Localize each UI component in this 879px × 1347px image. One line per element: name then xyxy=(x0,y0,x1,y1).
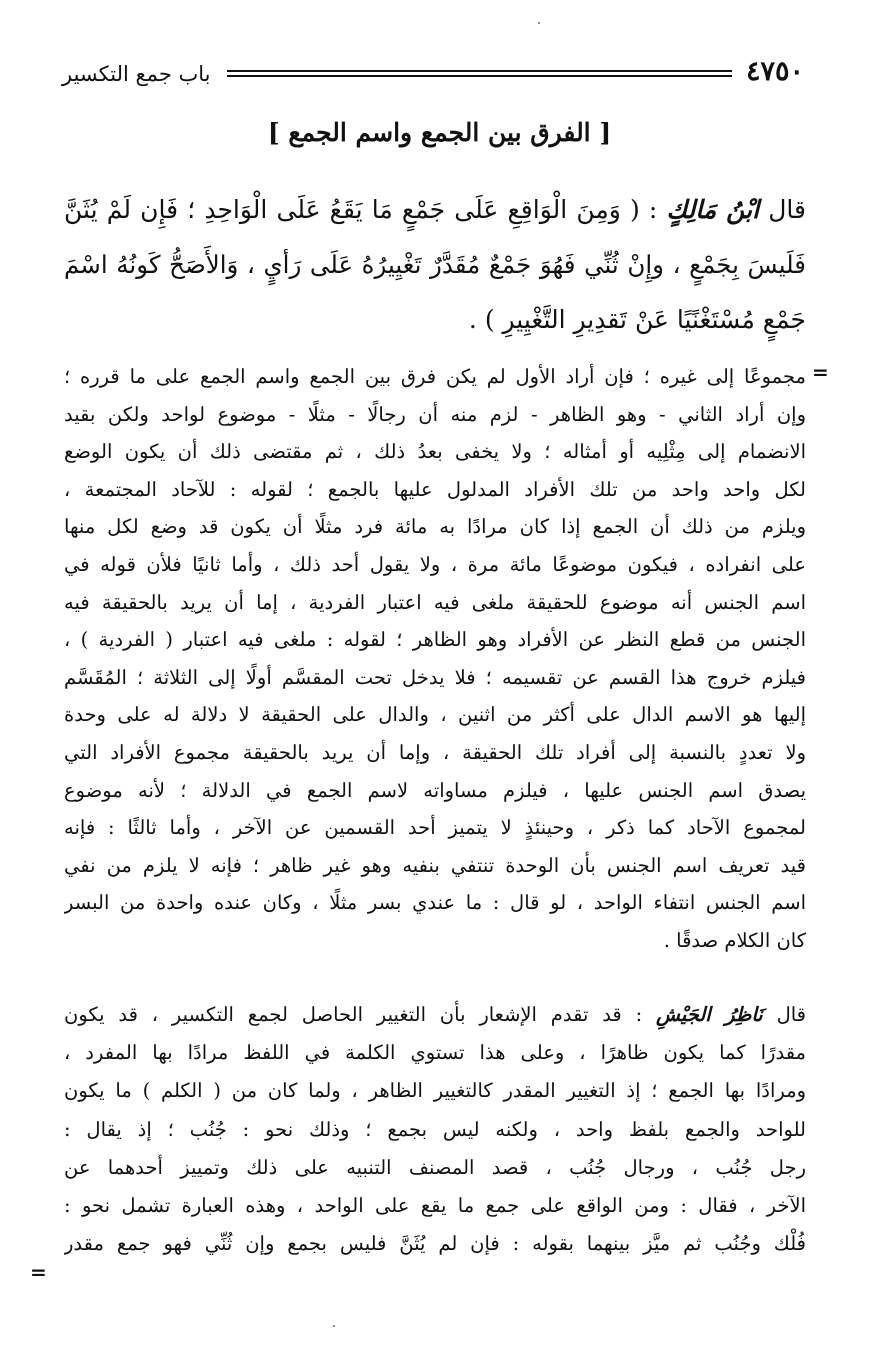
speaker-ibn-malik: ابْنُ مَالِكٍ xyxy=(666,195,760,224)
said-word: قال xyxy=(776,1003,806,1026)
commentary-block xyxy=(64,358,806,960)
commentary-line: إليها هو الاسم الدال على أكثر من اثنين ، والدال على الحقيقة لا دلالة له على وحدة xyxy=(64,703,806,727)
paragraph-text: : قد تقدم الإشعار بأن التغيير الحاصل لجمع التكسير ، قد يكون xyxy=(64,1003,643,1026)
paragraph-line: فُلْك وجُنُب ثم ميَّز بينهما بقوله : فإن لم يُثَنَّ فليس بجمع وإن ثُنِّي فهو جمع مقدر xyxy=(64,1232,806,1256)
running-header xyxy=(62,56,804,96)
commentary-line: اسم الجنس انتفاء الواحد ، لو قال : ما عندي بسر مثلًا ، وكان عنده واحدة من البسر xyxy=(64,891,806,915)
section-heading: [ الفرق بين الجمع واسم الجمع ] xyxy=(267,118,612,147)
continuation-mark-end: = xyxy=(30,1260,47,1284)
commentary-line: لمجموع الآحاد كما ذكر ، وحينئذٍ لا يتميز أحد القسمين عن الآخر ، وأما ثالثًا : فإنه xyxy=(64,816,806,840)
header-rule xyxy=(227,70,732,77)
commentary-line: مجموعًا إلى غيره ؛ فإن أراد الأول لم يكن فرق بين الجمع واسم الجمع على ما قرره ؛ xyxy=(64,365,806,388)
matn-line: جَمْعٍ مُسْتَغْنًيًا عَنْ تَقدِيرِ التَّغْيِيرِ ) . xyxy=(468,305,806,334)
paragraph-line: للواحد والجمع بلفظ واحد ، ولكنه ليس بجمع ؛ وذلك نحو : جُنُب ؛ إذ يقال : xyxy=(64,1117,806,1141)
chapter-title: باب جمع التكسير xyxy=(62,62,211,86)
matn-block xyxy=(64,182,806,347)
nazir-al-jaysh-paragraph xyxy=(64,996,806,1263)
commentary-line: كان الكلام صدقًا . xyxy=(663,928,806,952)
commentary-line: قيد تعريف اسم الجنس بأن الوحدة تنتفي بنفيه وهو غير ظاهر ؛ فإنه لا يلزم من نفي xyxy=(64,853,806,877)
paragraph-line: مقدرًا كما يكون ظاهرًا ، وعلى هذا تستوي الكلمة في اللفظ مرادًا بها المفرد ، xyxy=(64,1041,806,1065)
page-number: ٤٧٥٠ xyxy=(745,56,804,87)
paragraph-line: رجل جُنُب ، ورجال جُنُب ، قصد المصنف التنبيه على ذلك وتمييز أحدهما عن xyxy=(64,1155,806,1179)
said-word: قال xyxy=(768,195,806,224)
commentary-line: يصدق اسم الجنس عليها ، فيلزم مساواته لاسم الجمع في الدلالة ؛ لأنه موضوع xyxy=(64,778,806,802)
matn-line: فَلَيسَ بِجَمْعٍ ، وإِنْ ثُنِّي فَهُوَ جَمْعٌ مُقَدَّرٌ تَغْيِيرُهُ عَلَى رَأيٍ ، وَالأَصَحُّ كَونُهُ اسْمَ xyxy=(64,250,806,279)
commentary-line: فيلزم خروج هذا القسم عن تقسيمه ؛ فلا يدخل تحت المقسَّم أولًا إلى الثلاثة ؛ المُقَسَّم xyxy=(64,665,806,689)
commentary-line: على انفراده ، فيكون موضوعًا مائة مرة ، ولا يقول أحد ذلك ، وأما ثانيًا فلأن قوله في xyxy=(64,552,806,576)
paragraph-line xyxy=(64,996,806,1034)
commentary-line: اسم الجنس أنه موضوع للحقيقة ملغى فيه اعتبار الفردية ، إما أن يريد بالحقيقة فيه xyxy=(64,590,806,614)
commentary-line: الانضمام إلى مِثْلِيه أو أمثاله ؛ ولا يخفى بعدُ ذلك ، ثم مقتضى ذلك أن يكون الوضع xyxy=(64,440,806,464)
matn-text: ( وَمِنَ الْوَاقِعِ عَلَى جَمْعٍ مَا يَقَعُ عَلَى الْوَاحِدِ ؛ فَإِن لَمْ يُثَنَّ xyxy=(64,195,640,224)
commentary-line: ويلزم من ذلك أن الجمع إذا كان مرادًا به مائة فرد مثلًا أن يكون قد وضع لكل منها xyxy=(64,515,806,539)
paragraph-line: ومرادًا بها الجمع ؛ إذ التغيير المقدر كالتغيير الظاهر ، ولما كان من ( الكلم ) ما يكون xyxy=(64,1079,806,1103)
scan-speck xyxy=(333,1325,335,1327)
commentary-line: وإن أراد الثاني - وهو الظاهر - لزم منه أن رجالًا - مثلًا - موضوع لواحد ولكن بقيد xyxy=(64,402,806,426)
scan-speck xyxy=(538,22,540,24)
commentary-line: ولا تعددٍ بالنسبة إلى أفراد تلك الحقيقة ، وإما أن يريد بالحقيقة مجموع الأفراد التي xyxy=(64,740,806,764)
speaker-nazir-al-jaysh: نَاظِرُ الجَيْشِ xyxy=(655,1003,763,1026)
continuation-mark-start: = xyxy=(812,360,829,384)
matn-line: قال ابْنُ مَالِكٍ : ( وَمِنَ الْوَاقِعِ عَلَى جَمْعٍ مَا يَقَعُ عَلَى الْوَاحِدِ ؛ فَإِن لَمْ يُثَنَّ xyxy=(64,195,806,224)
paragraph-line: الآخر ، فقال : ومن الواقع على جمع ما يقع على الواحد ، وهذه العبارة تشمل نحو : xyxy=(64,1193,806,1217)
commentary-line: لكل واحد واحد من تلك الأفراد المدلول عليها بالجمع ؛ لقوله : للآحاد المجتمعة ، xyxy=(64,477,806,501)
commentary-line: الجنس من قطع النظر عن الأفراد وهو الظاهر ؛ لقوله : ملغى فيه اعتبار ( الفردية ) ، xyxy=(64,628,806,652)
